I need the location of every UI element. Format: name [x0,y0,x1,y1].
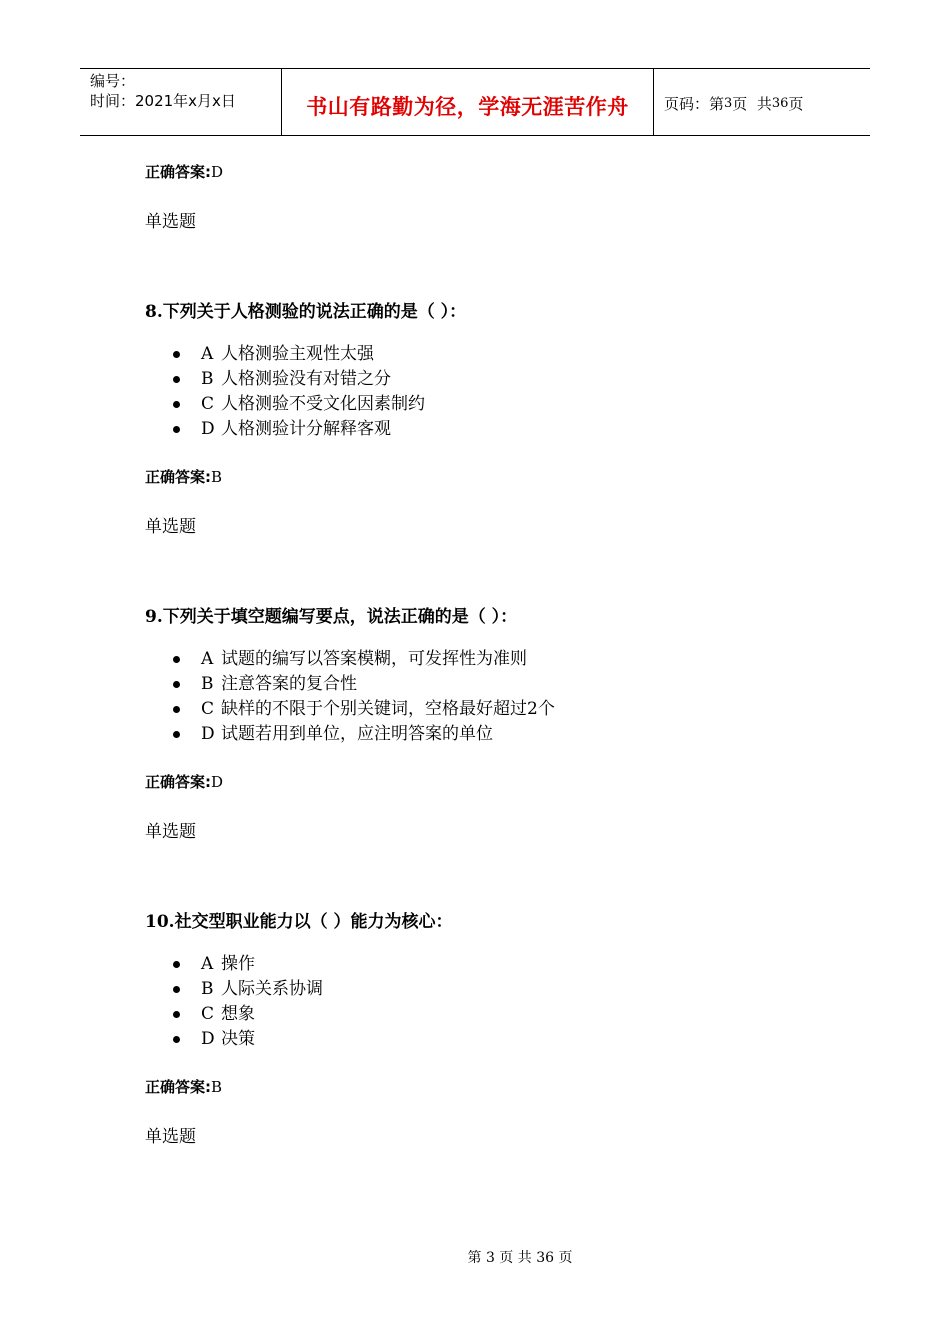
option-item [170,1027,323,1052]
bullet-icon [173,706,180,713]
question-title: 10.社交型职业能力以（ ）能力为核心： [145,912,453,932]
answer-value: D [211,163,224,181]
options-list [170,647,555,747]
bullet-icon [173,426,180,433]
option-key: B [201,979,214,999]
option-text: 人格测验计分解释客观 [221,419,391,439]
option-key: A [201,649,214,669]
options-list [170,952,323,1052]
bullet-icon [173,376,180,383]
answer-line [145,771,223,792]
option-key: D [201,1029,215,1049]
page-middle: 页 共 [732,94,772,113]
option-item [170,722,555,747]
option-text: 人格测验没有对错之分 [221,369,391,389]
id-label: 编号： [90,72,136,90]
answer-line [145,1076,222,1097]
option-key: C [201,699,215,719]
option-item [170,367,425,392]
option-key: A [201,344,214,364]
bullet-icon [173,986,180,993]
option-item [170,697,555,722]
answer-label: 正确答案: [145,1078,211,1096]
option-text: 决策 [221,1029,255,1049]
question-type: 单选题 [145,1127,196,1147]
option-item [170,672,555,697]
bullet-icon [173,681,180,688]
option-key: B [201,674,214,694]
option-text: 试题的编写以答案模糊，可发挥性为准则 [221,649,527,669]
option-text: 想象 [221,1004,255,1024]
header-motto-cell [281,69,654,135]
answer-label: 正确答案: [145,468,211,486]
answer-value: B [211,1078,223,1096]
option-text: 人际关系协调 [221,979,323,999]
option-key: A [201,954,214,974]
answer-value: B [211,468,223,486]
answer-line [145,161,223,182]
option-key: D [201,724,215,744]
bullet-icon [173,961,180,968]
question-type: 单选题 [145,822,196,842]
page-header [80,68,870,136]
bullet-icon [173,401,180,408]
bullet-icon [173,351,180,358]
option-key: C [201,1004,215,1024]
bullet-icon [173,656,180,663]
option-text: 注意答案的复合性 [221,674,357,694]
question-title: 8.下列关于人格测验的说法正确的是（ ）： [145,302,467,322]
question-type: 单选题 [145,212,196,232]
option-key: B [201,369,214,389]
option-item [170,417,425,442]
answer-label: 正确答案: [145,163,211,181]
option-item [170,647,555,672]
option-item [170,977,323,1002]
motto-text: 书山有路勤为径，学海无涯苦作舟 [306,95,629,119]
answer-label: 正确答案: [145,773,211,791]
option-text: 人格测验主观性太强 [221,344,374,364]
page-prefix: 页码：第 [664,94,725,113]
question-title: 9.下列关于填空题编写要点，说法正确的是（ ）： [145,607,518,627]
option-text: 试题若用到单位，应注明答案的单位 [221,724,493,744]
page-footer: 第 3 页 共 36 页 [467,1250,573,1266]
option-item [170,1002,323,1027]
option-item [170,392,425,417]
bullet-icon [173,731,180,738]
answer-value: D [211,773,224,791]
option-key: C [201,394,215,414]
page-total: 36 [771,95,789,111]
option-text: 操作 [221,954,255,974]
header-page-cell [654,69,870,135]
option-text: 缺样的不限于个别关键词，空格最好超过2个 [221,699,555,719]
option-item [170,952,323,977]
options-list [170,342,425,442]
answer-line [145,466,222,487]
question-type: 单选题 [145,517,196,537]
header-meta-cell [80,69,281,135]
option-text: 人格测验不受文化因素制约 [221,394,425,414]
option-key: D [201,419,215,439]
page-suffix: 页 [788,94,804,113]
bullet-icon [173,1036,180,1043]
bullet-icon [173,1011,180,1018]
option-item [170,342,425,367]
time-label: 时间：2021年x月x日 [90,92,236,110]
page-current: 3 [724,95,733,111]
